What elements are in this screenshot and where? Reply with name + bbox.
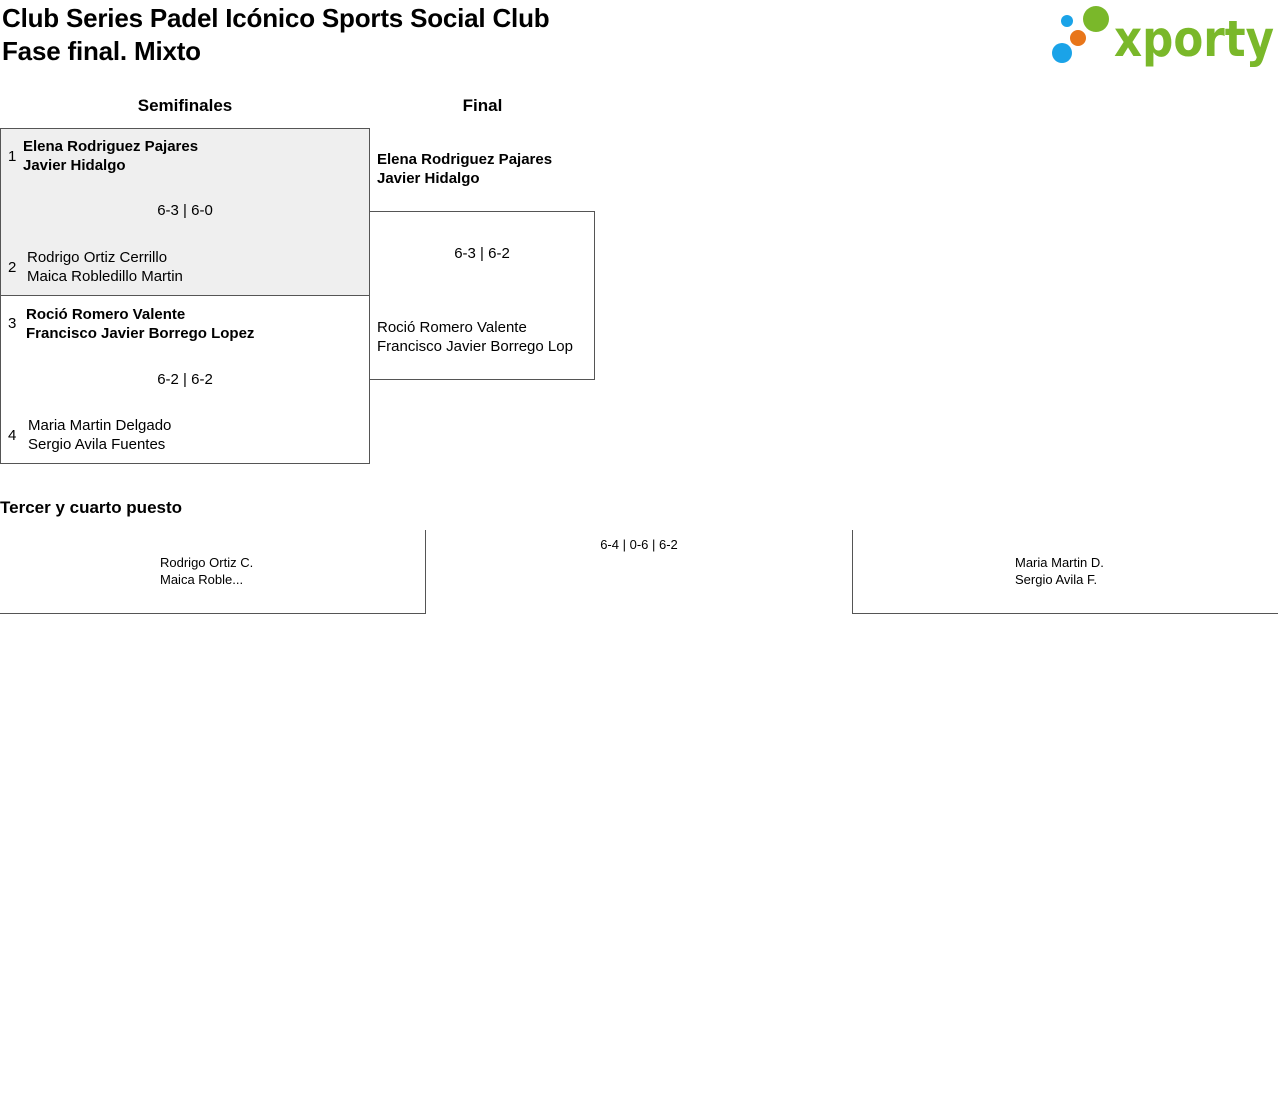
player-name: Javier Hidalgo [23, 157, 126, 174]
third-place-title: Tercer y cuarto puesto [0, 498, 183, 517]
semifinal-1-score: 6-3 | 6-0 [157, 202, 213, 219]
final-team-2 [377, 318, 573, 356]
player-name: Roció Romero Valente [26, 306, 186, 323]
player-name: Maica Roble... [160, 572, 244, 587]
title-line-2: Fase final. Mixto [2, 36, 201, 66]
seed-number: 2 [8, 259, 17, 276]
player-name: Francisco Javier Borrego Lopez [26, 325, 255, 342]
final-score: 6-3 | 6-2 [454, 245, 510, 262]
player-name: Javier Hidalgo [377, 170, 480, 187]
final-team-1 [377, 150, 552, 188]
final-match [369, 211, 595, 380]
semifinal-1-team-1 [23, 137, 198, 175]
player-name: Maica Robledillo Martin [27, 268, 183, 285]
third-place-score: 6-4 | 0-6 | 6-2 [600, 537, 678, 552]
semifinal-1-team-2 [27, 248, 183, 286]
logo-dot-green [1083, 6, 1109, 32]
logo-dot-blue-small [1061, 15, 1073, 27]
third-place-left-underline [0, 612, 426, 614]
title-line-1: Club Series Padel Icónico Sports Social Club [2, 3, 550, 33]
player-name: Francisco Javier Borrego Lop [377, 338, 573, 355]
player-name: Elena Rodriguez Pajares [23, 138, 199, 155]
column-header-semifinals: Semifinales [137, 96, 233, 115]
semifinal-1-match [0, 128, 370, 296]
third-place-right-underline [852, 612, 1278, 614]
semifinal-2-score: 6-2 | 6-2 [157, 371, 213, 388]
semifinal-2-team-1 [26, 305, 254, 343]
seed-number: 4 [8, 427, 17, 444]
logo-dot-orange [1070, 30, 1086, 46]
xporty-logo [1050, 4, 1278, 66]
player-name: Maria Martin Delgado [28, 417, 172, 434]
player-name: Roció Romero Valente [377, 319, 527, 336]
seed-number: 1 [8, 148, 17, 165]
seed-number: 3 [8, 315, 17, 332]
semifinal-2-match [0, 295, 370, 464]
player-name: Elena Rodriguez Pajares [377, 151, 553, 168]
player-name: Rodrigo Ortiz C. [160, 555, 254, 570]
player-name: Rodrigo Ortiz Cerrillo [27, 249, 168, 266]
third-place-divider-right [852, 530, 854, 613]
third-place-team-2 [1015, 554, 1104, 588]
page-title [2, 2, 549, 68]
column-header-final: Final [462, 96, 503, 115]
player-name: Sergio Avila Fuentes [28, 436, 166, 453]
player-name: Sergio Avila F. [1015, 572, 1098, 587]
logo-text: xporty [1114, 10, 1274, 68]
semifinal-2-team-2 [28, 416, 171, 454]
third-place-team-1 [160, 554, 253, 588]
player-name: Maria Martin D. [1015, 555, 1104, 570]
logo-dot-blue [1052, 43, 1072, 63]
